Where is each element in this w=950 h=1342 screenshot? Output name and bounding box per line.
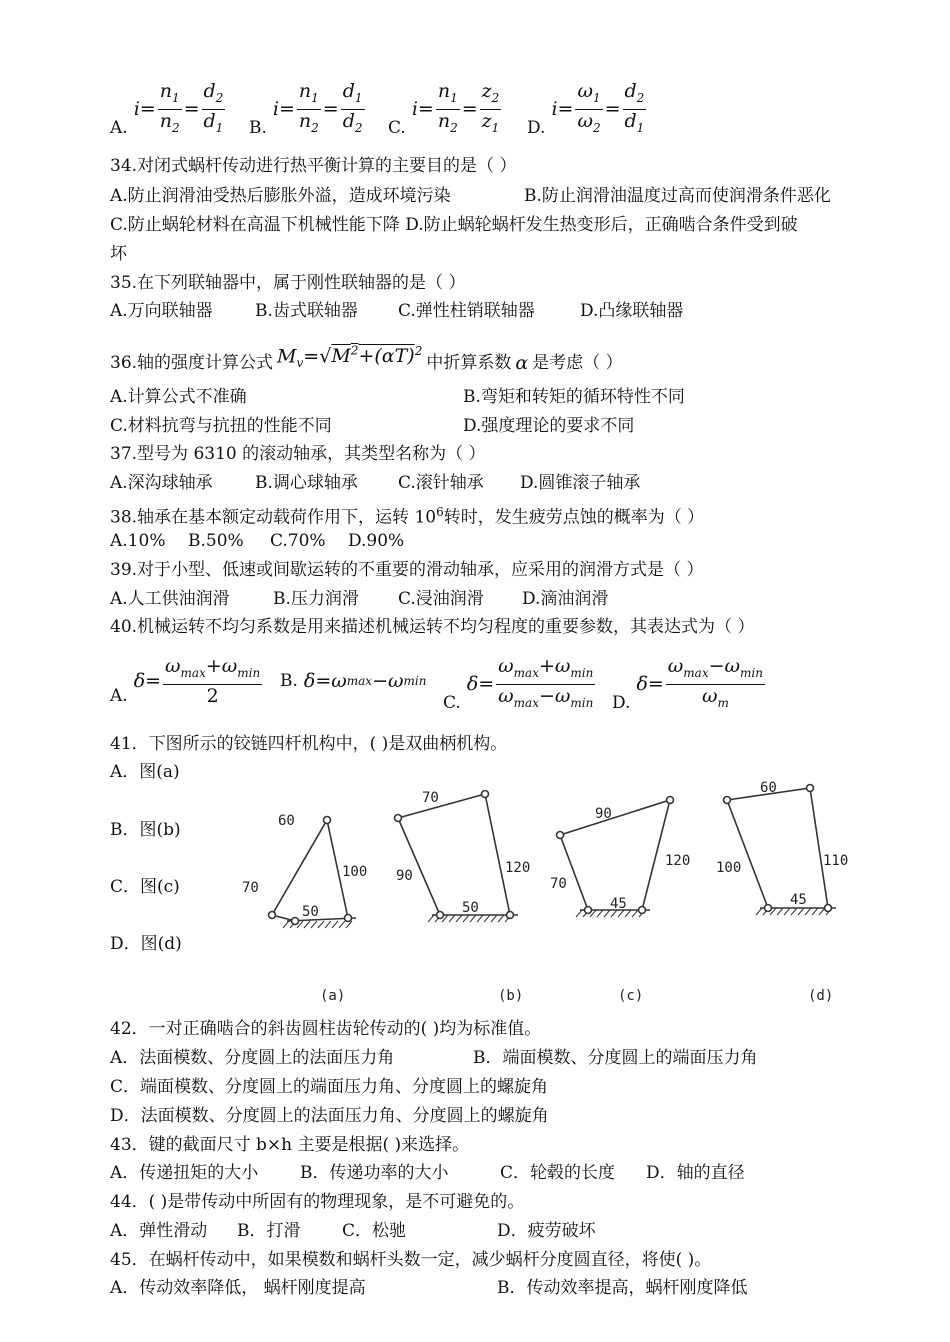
q36-option-a: A.计算公式不准确 xyxy=(110,387,247,407)
linkage-length-label: 120 xyxy=(665,853,691,869)
q40-option-c xyxy=(443,655,597,714)
ground-hatch xyxy=(477,915,483,922)
q41-stem: 41．下图所示的铰链四杆机构中，( )是双曲柄机构。 xyxy=(110,734,508,754)
q38-option-b: B.50% xyxy=(188,531,244,551)
linkage-length-label: 70 xyxy=(242,880,259,896)
q36-stem-text3: 是考虑（ ） xyxy=(532,353,623,374)
ground-hatch xyxy=(428,915,434,922)
q33-option-a xyxy=(110,80,227,139)
q38-option-a: A.10% xyxy=(110,531,166,551)
figure-caption: (b) xyxy=(498,988,524,1004)
q39-option-d: D.滴油润滑 xyxy=(522,589,609,609)
ground-hatch xyxy=(449,915,455,922)
q38-option-d: D.90% xyxy=(348,531,405,551)
q38-exponent: 6 xyxy=(436,505,444,519)
pivot-joint xyxy=(765,905,772,912)
q33-formula: i= $\frac{n_1}{n_2}$ = $\frac{d_2}{d_1}$ xyxy=(133,80,224,135)
q42-option-a: A．法面模数、分度圆上的法面压力角 xyxy=(110,1048,395,1068)
q33-option-label: A. xyxy=(110,117,128,138)
pivot-joint xyxy=(667,797,674,804)
linkage-length-label: 90 xyxy=(396,868,413,884)
ground-hatch xyxy=(318,921,324,928)
q40-label-d: D. xyxy=(612,692,631,713)
q36-option-c: C.材料抗弯与抗扭的性能不同 xyxy=(110,416,332,436)
q35-option-a: A.万向联轴器 xyxy=(110,301,213,321)
q41-option-a: A．图(a) xyxy=(110,762,180,782)
q40-formula-a: δ= $\frac{\omega_{max}+\omega_{min}}{2}$ xyxy=(133,655,261,707)
linkage-bars xyxy=(727,788,828,908)
linkage-length-label: 110 xyxy=(823,853,849,869)
q42-option-c: C．端面模数、分度圆上的端面压力角、分度圆上的螺旋角 xyxy=(110,1077,549,1097)
q33-option-label: D. xyxy=(527,117,546,138)
q33-option-label: C. xyxy=(388,117,406,138)
pivot-joint xyxy=(639,907,646,914)
q39-option-b: B.压力润滑 xyxy=(273,589,359,609)
ground-hatch xyxy=(805,908,811,915)
figure-caption: (c) xyxy=(618,988,644,1004)
linkage-length-label: 70 xyxy=(550,876,567,892)
ground-hatch xyxy=(283,921,289,928)
pivot-joint xyxy=(292,918,299,925)
q42-option-b: B．端面模数、分度圆上的端面压力角 xyxy=(473,1048,758,1068)
q33-option-label: B. xyxy=(249,117,267,138)
ground-hatch xyxy=(463,915,469,922)
q34-option-b: B.防止润滑油温度过高而使润滑条件恶化 xyxy=(524,186,831,206)
q35-option-b: B.齿式联轴器 xyxy=(255,301,358,321)
q40-formula-c: δ= $\frac{\omega_{max}+\omega_{min}}{\omega_{max}-\omega_{min}}$ xyxy=(466,655,594,710)
linkage-bars xyxy=(560,800,670,910)
q38-option-c: C.70% xyxy=(270,531,326,551)
q33-formula: i= $\frac{n_1}{n_2}$ = $\frac{z_2}{z_1}$ xyxy=(411,80,500,135)
pivot-joint xyxy=(345,915,352,922)
q35-option-d: D.凸缘联轴器 xyxy=(580,301,684,321)
linkage-length-label: 50 xyxy=(302,904,319,920)
figure-caption: (a) xyxy=(320,988,346,1004)
q40-formula-b: δ=ω max −ω min xyxy=(303,670,427,692)
q39-stem: 39.对于小型、低速或间歇运转的不重要的滑动轴承，应采用的润滑方式是（ ） xyxy=(110,560,704,580)
ground-hatch xyxy=(491,915,497,922)
q37-option-d: D.圆锥滚子轴承 xyxy=(520,473,641,493)
q36-formula: $M_v=√M^2+(\alpha T)^2$ xyxy=(277,344,423,371)
q34-option-c-d: C.防止蜗轮材料在高温下机械性能下降 D.防止蜗轮蜗杆发生热变形后，正确啮合条件受到破 xyxy=(110,215,798,235)
linkage-length-label: 70 xyxy=(422,790,439,806)
figure-caption: (d) xyxy=(808,988,834,1004)
linkage-length-label: 100 xyxy=(716,860,742,876)
q36-stem xyxy=(110,340,623,374)
q40-option-a xyxy=(110,655,264,707)
ground-hatch xyxy=(798,908,804,915)
q40-formula-d: δ= $\frac{\omega_{max}-\omega_{min}}{\omega_m}$ xyxy=(636,655,763,710)
linkage-length-label: 90 xyxy=(595,806,612,822)
q34-stem: 34.对闭式蜗杆传动进行热平衡计算的主要目的是（ ） xyxy=(110,156,517,176)
pivot-joint xyxy=(437,912,444,919)
pivot-joint xyxy=(482,791,489,798)
q40-option-b xyxy=(280,670,426,692)
q44-option-c: C．松驰 xyxy=(342,1221,407,1241)
linkage-bars xyxy=(398,794,510,915)
ground-hatch xyxy=(756,908,762,915)
ground-hatch xyxy=(777,908,783,915)
q39-option-c: C.浸油润滑 xyxy=(398,589,484,609)
q40-option-d xyxy=(612,655,767,714)
q36-stem-text: 36.轴的强度计算公式 xyxy=(110,353,274,374)
q37-option-b: B.调心球轴承 xyxy=(255,473,358,493)
ground-hatch xyxy=(325,921,331,928)
pivot-joint xyxy=(807,785,814,792)
ground-hatch xyxy=(791,908,797,915)
q33-option-b xyxy=(249,80,367,139)
q44-stem: 44．( )是带传动中所固有的物理现象，是不可避免的。 xyxy=(110,1192,525,1212)
ground-hatch xyxy=(456,915,462,922)
ground-hatch xyxy=(332,921,338,928)
q34-option-a: A.防止润滑油受热后膨胀外溢，造成环境污染 xyxy=(110,186,451,206)
q43-option-c: C．轮毂的长度 xyxy=(500,1163,616,1183)
linkage-length-label: 100 xyxy=(342,864,368,880)
ground-hatch xyxy=(470,915,476,922)
alpha-symbol: α xyxy=(515,352,529,375)
ground-hatch xyxy=(576,910,582,917)
pivot-joint xyxy=(557,832,564,839)
q37-stem: 37.型号为 6310 的滚动轴承，其类型名称为（ ） xyxy=(110,444,486,464)
q45-stem: 45．在蜗杆传动中，如果模数和蜗杆头数一定，减少蜗杆分度圆直径，将使( )。 xyxy=(110,1250,712,1270)
q33-formula: i= $\frac{\omega_1}{\omega_2}$ = $\frac{d_2}{d_1}$ xyxy=(551,80,645,135)
q33-option-d xyxy=(527,80,648,139)
pivot-joint xyxy=(825,905,832,912)
q44-option-a: A．弹性滑动 xyxy=(110,1221,208,1241)
pivot-joint xyxy=(269,912,276,919)
q38-stem-text: 38.轴承在基本额定动载荷作用下，运转 10 xyxy=(110,507,437,528)
pivot-joint xyxy=(724,797,731,804)
q37-option-a: A.深沟球轴承 xyxy=(110,473,213,493)
q36-option-b: B.弯矩和转矩的循环特性不同 xyxy=(463,387,685,407)
q45-option-a: A．传动效率降低， 蜗杆刚度提高 xyxy=(110,1278,366,1298)
pivot-joint xyxy=(507,912,514,919)
ground-hatch xyxy=(597,910,603,917)
pivot-joint xyxy=(324,817,331,824)
q33-formula: i= $\frac{n_1}{n_2}$ = $\frac{d_1}{d_2}$ xyxy=(272,80,363,135)
ground-hatch xyxy=(311,921,317,928)
q43-option-b: B．传递功率的大小 xyxy=(300,1163,449,1183)
linkage-length-label: 120 xyxy=(505,860,531,876)
ground-hatch xyxy=(784,908,790,915)
q44-option-b: B．打滑 xyxy=(237,1221,301,1241)
q40-label-b: B. xyxy=(280,671,298,691)
q34-option-d-cont: 坏 xyxy=(110,244,127,264)
ground-hatch xyxy=(498,915,504,922)
four-bar-linkage-figures xyxy=(230,780,870,1010)
ground-hatch xyxy=(304,921,310,928)
q43-stem: 43．键的截面尺寸 b×h 主要是根据( )来选择。 xyxy=(110,1135,470,1155)
q40-denominator-a: 2 xyxy=(206,684,219,707)
q38-stem xyxy=(110,501,704,529)
q42-option-d: D．法面模数、分度圆上的法面压力角、分度圆上的螺旋角 xyxy=(110,1106,549,1126)
q40-stem: 40.机械运转不均匀系数是用来描述机械运转不均匀程度的重要参数，其表达式为（ ） xyxy=(110,617,755,637)
q41-option-d: D．图(d) xyxy=(110,934,182,954)
linkage-length-label: 50 xyxy=(462,900,479,916)
q41-option-b: B．图(b) xyxy=(110,820,181,840)
q45-option-b: B．传动效率提高，蜗杆刚度降低 xyxy=(497,1278,748,1298)
q37-option-c: C.滚针轴承 xyxy=(398,473,484,493)
linkage-length-label: 60 xyxy=(760,780,777,796)
q36-option-d: D.强度理论的要求不同 xyxy=(463,416,635,436)
linkage-length-label: 45 xyxy=(610,896,627,912)
q44-option-d: D．疲劳破坏 xyxy=(497,1221,596,1241)
ground-hatch xyxy=(812,908,818,915)
q35-stem: 35.在下列联轴器中，属于刚性联轴器的是（ ） xyxy=(110,273,466,293)
ground-hatch xyxy=(339,921,345,928)
q43-option-d: D．轴的直径 xyxy=(646,1163,745,1183)
ground-hatch xyxy=(484,915,490,922)
pivot-joint xyxy=(395,815,402,822)
q41-option-c: C．图(c) xyxy=(110,877,180,897)
q40-label-c: C. xyxy=(443,692,461,713)
q43-option-a: A．传递扭矩的大小 xyxy=(110,1163,259,1183)
q40-label-a: A. xyxy=(110,685,128,706)
ground-hatch xyxy=(632,910,638,917)
q33-option-c xyxy=(388,80,503,139)
q42-stem: 42．一对正确啮合的斜齿圆柱齿轮传动的( )均为标准值。 xyxy=(110,1019,542,1039)
q35-option-c: C.弹性柱销联轴器 xyxy=(398,301,535,321)
q39-option-a: A.人工供油润滑 xyxy=(110,589,230,609)
linkage-length-label: 60 xyxy=(278,813,295,829)
linkage-length-label: 45 xyxy=(790,892,807,908)
q38-stem-text2: 转时，发生疲劳点蚀的概率为（ ） xyxy=(443,507,705,528)
q36-stem-text2: 中折算系数 xyxy=(426,353,512,374)
pivot-joint xyxy=(585,907,592,914)
